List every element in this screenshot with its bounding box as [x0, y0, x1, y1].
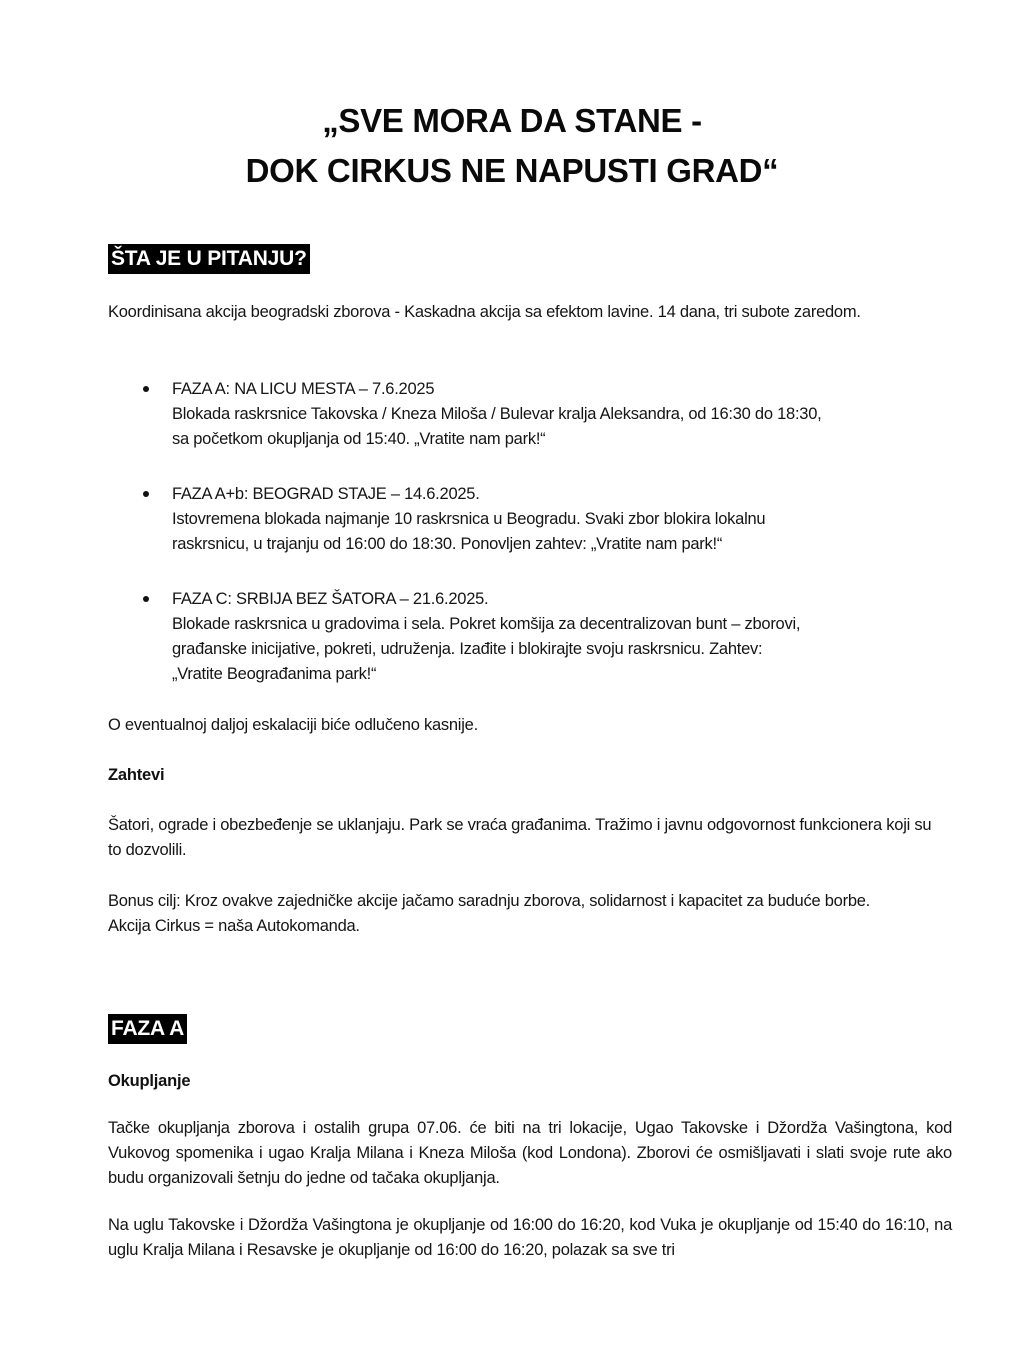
bullet-icon: [143, 596, 149, 602]
section-heading-sta-je-u-pitanju: ŠTA JE U PITANJU?: [108, 244, 310, 274]
title-line-2: DOK CIRKUS NE NAPUSTI GRAD“: [245, 152, 779, 189]
bonus-goal-paragraph: Bonus cilj: Kroz ovakve zajedničke akcije jačamo saradnju zborova, solidarnost i kapacitet za buduće borbe. Akcija Cirkus = naša Autokomanda.: [108, 892, 871, 935]
phase-title: FAZA A+b: BEOGRAD STAJE – 14.6.2025.: [172, 485, 480, 503]
phase-title: FAZA C: SRBIJA BEZ ŠATORA – 21.6.2025.: [172, 590, 489, 608]
phase-description-line: Blokada raskrsnice Takovska / Kneza Miloša / Bulevar kralja Aleksandra, od 16:30 do 18:30,: [172, 405, 822, 423]
gathering-paragraph-2: Na uglu Takovske i Džordža Vašingtona je okupljanje od 16:00 do 16:20, kod Vuka je okupljanje od 15:40 do 16:10, na uglu Kralja Milana i Resavske je okupljanje od 16:00 do 16:20, polazak sa sve tri: [108, 1216, 952, 1259]
phase-list-item: [140, 482, 960, 557]
section-heading-faza-a: FAZA A: [108, 1014, 187, 1044]
escalation-note: O eventualnoj daljoj eskalaciji biće odlučeno kasnije.: [108, 716, 478, 734]
phase-list-item: [140, 377, 960, 452]
demands-paragraph: Šatori, ograde i obezbeđenje se uklanjaju. Park se vraća građanima. Tražimo i javnu odgovornost funkcionera koji su to dozvolili.: [108, 816, 932, 859]
phase-title: FAZA A: NA LICU MESTA – 7.6.2025: [172, 380, 435, 398]
bullet-icon: [143, 386, 149, 392]
phase-description-line: Blokade raskrsnica u gradovima i sela. Pokret komšija za decentralizovan bunt – zborovi,: [172, 615, 801, 633]
phase-description-line: raskrsnicu, u trajanju od 16:00 do 18:30. Ponovljen zahtev: „Vratite nam park!“: [172, 535, 723, 553]
gathering-paragraph-1: Tačke okupljanja zborova i ostalih grupa 07.06. će biti na tri lokacije, Ugao Takovske i Džordža Vašingtona, kod Vukovog spomenika i ugao Kralja Milana i Kneza Miloša (kod Londona). Zborovi će osmišljavati i slati svoje rute ako budu organizovali šetnju do jedne od tačaka okupljanja.: [108, 1119, 952, 1187]
phase-list-item: [140, 587, 960, 687]
phase-description-line: Istovremena blokada najmanje 10 raskrsnica u Beogradu. Svaki zbor blokira lokalnu: [172, 510, 766, 528]
bullet-icon: [143, 491, 149, 497]
phase-description-line: građanske inicijative, pokreti, udruženja. Izađite i blokirajte svoju raskrsnicu. Zahtev:: [172, 640, 763, 658]
phase-description-line: sa početkom okupljanja od 15:40. „Vratite nam park!“: [172, 430, 546, 448]
title-line-1: „SVE MORA DA STANE -: [322, 102, 702, 139]
demands-heading: Zahtevi: [108, 766, 165, 784]
phase-description-line: „Vratite Beograđanima park!“: [172, 665, 377, 683]
document-title: [0, 96, 1024, 196]
gathering-heading: Okupljanje: [108, 1072, 191, 1090]
intro-paragraph: Koordinisana akcija beogradski zborova - Kaskadna akcija sa efektom lavine. 14 dana, tri subote zaredom.: [108, 303, 861, 321]
